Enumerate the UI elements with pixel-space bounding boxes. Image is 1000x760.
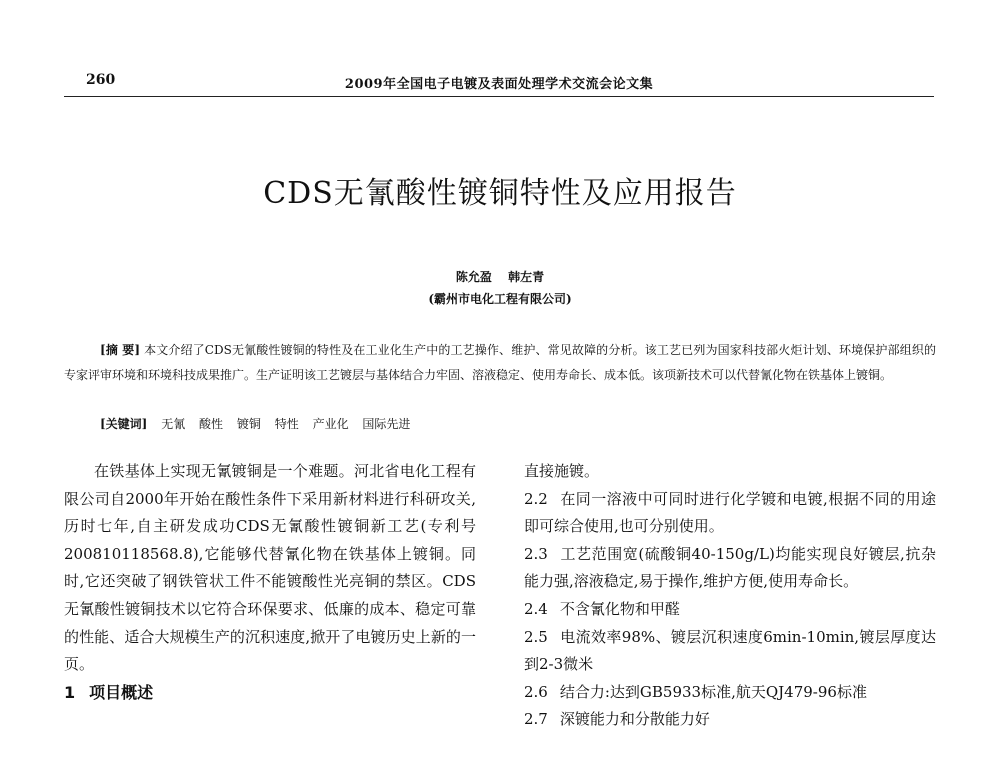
- item-text: 深镀能力和分散能力好: [559, 710, 710, 729]
- left-column: [64, 458, 476, 706]
- keywords: [100, 412, 410, 437]
- item-number: 2.5: [524, 627, 548, 646]
- keyword: 国际先进: [362, 417, 411, 431]
- item-number: 2.2: [524, 489, 548, 508]
- paper-title: CDS无氰酸性镀铜特性及应用报告: [263, 176, 737, 211]
- item-text: 不含氰化物和甲醛: [559, 599, 680, 618]
- section-heading: [64, 679, 476, 707]
- item-number: 2.3: [524, 544, 548, 563]
- author-name: 韩左青: [508, 270, 545, 284]
- journal-title: 2009年全国电子电镀及表面处理学术交流会论文集: [344, 77, 654, 92]
- item-text: 工艺范围宽(硫酸铜40-150g/L)均能实现良好镀层,抗杂能力强,溶液稳定,易于操作,维护方便,使用寿命长。: [524, 544, 936, 591]
- item-number: 2.7: [524, 710, 548, 729]
- item-text: 结合力:达到GB5933标准,航天QJ479-96标准: [559, 682, 867, 701]
- keyword: 镀铜: [236, 417, 261, 431]
- section-number: 1: [64, 682, 76, 702]
- list-item: [524, 706, 936, 734]
- item-number: 2.6: [524, 682, 548, 701]
- keyword: 特性: [274, 417, 299, 431]
- abstract-text: 本文介绍了CDS无氰酸性镀铜的特性及在工业化生产中的工艺操作、维护、常见故障的分析。该工艺已列为国家科技部火炬计划、环境保护部组织的专家评审环境和环境科技成果推广。生产证明该工艺镀层与基体结合力牢固、溶液稳定、使用寿命长、成本低。该项新技术可以代替氰化物在铁基体上镀铜。: [64, 343, 936, 382]
- author-name: 陈允盈: [455, 270, 492, 284]
- intro-paragraph: 在铁基体上实现无氰镀铜是一个难题。河北省电化工程有限公司自2000年开始在酸性条件下采用新材料进行科研攻关,历时七年,自主研发成功CDS无氰酸性镀铜新工艺(专利号200810118568.8),它能够代替氰化物在铁基体上镀铜。同时,它还突破了钢铁管状工件不能镀酸性光亮铜的禁区。CDS无氰酸性镀铜技术以它符合环保要求、低廉的成本、稳定可靠的性能、适合大规模生产的沉积速度,掀开了电镀历史上新的一页。: [64, 462, 476, 674]
- list-item: [524, 596, 936, 624]
- list-item: [524, 486, 936, 541]
- list-item: [524, 624, 936, 679]
- item-number: 2.4: [524, 599, 548, 618]
- item-text: 电流效率98%、镀层沉积速度6min-10min,镀层厚度达到2-3微米: [524, 627, 936, 674]
- page-number: 260: [86, 72, 116, 88]
- keyword: 无氰: [161, 417, 186, 431]
- list-item: [524, 679, 936, 707]
- authors: [0, 268, 1000, 285]
- keywords-label: [关键词]: [100, 417, 148, 431]
- abstract-label: [摘 要]: [100, 343, 141, 357]
- right-column: [524, 458, 936, 734]
- keyword: 酸性: [199, 417, 224, 431]
- section-title: 项目概述: [89, 682, 154, 702]
- running-header: [64, 70, 934, 97]
- affiliation: (霸州市电化工程有限公司): [428, 292, 572, 306]
- keyword: 产业化: [312, 417, 349, 431]
- continuation-text: 直接施镀。: [524, 462, 600, 480]
- item-text: 在同一溶液中可同时进行化学镀和电镀,根据不同的用途即可综合使用,也可分别使用。: [524, 489, 936, 536]
- abstract: [64, 338, 936, 388]
- list-item: [524, 541, 936, 596]
